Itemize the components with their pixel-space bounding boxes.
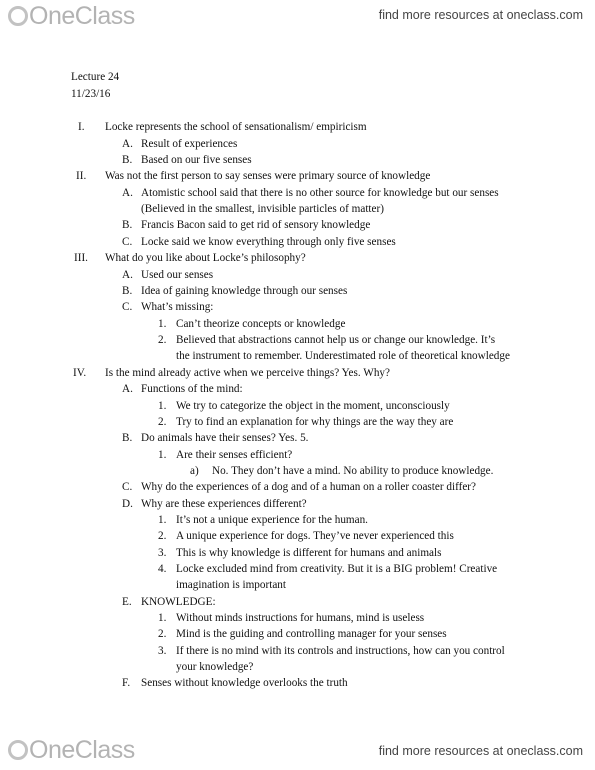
outline-item: Locke represents the school of sensationalism/ empiricism [105, 121, 367, 133]
outline-marker: C. [122, 236, 133, 248]
outline-marker: D. [122, 498, 133, 510]
outline-item: Based on our five senses [141, 154, 252, 166]
outline-marker: F. [122, 677, 131, 689]
outline-marker: 2. [158, 416, 167, 428]
outline-item: Locke said we know everything through only five senses [141, 236, 396, 248]
outline-item-continued: imagination is important [176, 579, 286, 591]
outline-marker: 1. [158, 318, 167, 330]
outline-item-continued: your knowledge? [176, 661, 254, 673]
outline-item: Can’t theorize concepts or knowledge [176, 318, 346, 330]
outline-item: What’s missing: [141, 301, 214, 313]
outline-marker: 2. [158, 628, 167, 640]
lecture-date: 11/23/16 [71, 88, 111, 100]
outline-item: Try to find an explanation for why things are the way they are [176, 416, 454, 428]
outline-marker: B. [122, 285, 133, 297]
outline-item: Result of experiences [141, 138, 238, 150]
outline-item-continued: the instrument to remember. Underestimated role of theoretical knowledge [176, 350, 510, 362]
outline-item: Without minds instructions for humans, mind is useless [176, 612, 425, 624]
outline-item: We try to categorize the object in the moment, unconsciously [176, 400, 450, 412]
outline-item: Was not the first person to say senses were primary source of knowledge [105, 170, 431, 182]
outline-marker: A. [122, 269, 133, 281]
logo-circle-icon [8, 740, 28, 760]
outline-item: What do you like about Locke’s philosophy? [105, 252, 306, 264]
outline-item: No. They don’t have a mind. No ability to produce knowledge. [212, 465, 494, 477]
outline-marker: 4. [158, 563, 167, 575]
outline-item: It’s not a unique experience for the human. [176, 514, 368, 526]
oneclass-logo-top: OneClass [8, 2, 135, 31]
outline-item: KNOWLEDGE: [141, 596, 216, 608]
outline-marker: 2. [158, 334, 167, 346]
outline-marker: II. [76, 170, 87, 182]
outline-marker: 2. [158, 530, 167, 542]
outline-item: Do animals have their senses? Yes. 5. [141, 432, 309, 444]
outline-item: Used our senses [141, 269, 214, 281]
outline-item: A unique experience for dogs. They’ve never experienced this [176, 530, 454, 542]
tagline-bottom: find more resources at oneclass.com [378, 744, 583, 758]
outline-item: Francis Bacon said to get rid of sensory knowledge [141, 219, 371, 231]
outline-item-continued: (Believed in the smallest, invisible particles of matter) [141, 203, 384, 215]
outline-item: Mind is the guiding and controlling manager for your senses [176, 628, 447, 640]
outline-item: Are their senses efficient? [176, 449, 293, 461]
outline-marker: 1. [158, 449, 167, 461]
outline-marker: B. [122, 219, 133, 231]
outline-item: Senses without knowledge overlooks the truth [141, 677, 348, 689]
outline-item: Is the mind already active when we perceive things? Yes. Why? [105, 367, 390, 379]
lecture-title: Lecture 24 [71, 71, 120, 83]
outline-item: If there is no mind with its controls and instructions, how can you control [176, 645, 505, 657]
outline-marker: 1. [158, 612, 167, 624]
outline-marker: IV. [73, 367, 87, 379]
outline-marker: III. [74, 252, 88, 264]
outline-marker: A. [122, 187, 133, 199]
outline-marker: 1. [158, 514, 167, 526]
outline-item: Functions of the mind: [141, 383, 243, 395]
outline-marker: B. [122, 154, 133, 166]
outline-marker: B. [122, 432, 133, 444]
outline-item: Why do the experiences of a dog and of a human on a roller coaster differ? [141, 481, 476, 493]
oneclass-logo-bottom: OneClass [8, 736, 135, 765]
outline-marker: C. [122, 481, 133, 493]
outline-marker: I. [78, 121, 85, 133]
outline-item: Locke excluded mind from creativity. But it is a BIG problem! Creative [176, 563, 498, 575]
outline-item: Believed that abstractions cannot help us or change our knowledge. It’s [176, 334, 496, 346]
logo-circle-icon [8, 6, 28, 26]
outline-marker: 3. [158, 645, 167, 657]
outline-marker: C. [122, 301, 133, 313]
outline-marker: A. [122, 138, 133, 150]
outline-marker: 1. [158, 400, 167, 412]
outline-marker: A. [122, 383, 133, 395]
tagline-top: find more resources at oneclass.com [378, 8, 583, 22]
outline-item: Atomistic school said that there is no other source for knowledge but our senses [141, 187, 499, 199]
outline-marker: E. [122, 596, 132, 608]
outline-item: Why are these experiences different? [141, 498, 307, 510]
outline-marker: a) [190, 465, 199, 477]
outline-item: Idea of gaining knowledge through our senses [141, 285, 348, 297]
outline-marker: 3. [158, 547, 167, 559]
outline-item: This is why knowledge is different for humans and animals [176, 547, 442, 559]
